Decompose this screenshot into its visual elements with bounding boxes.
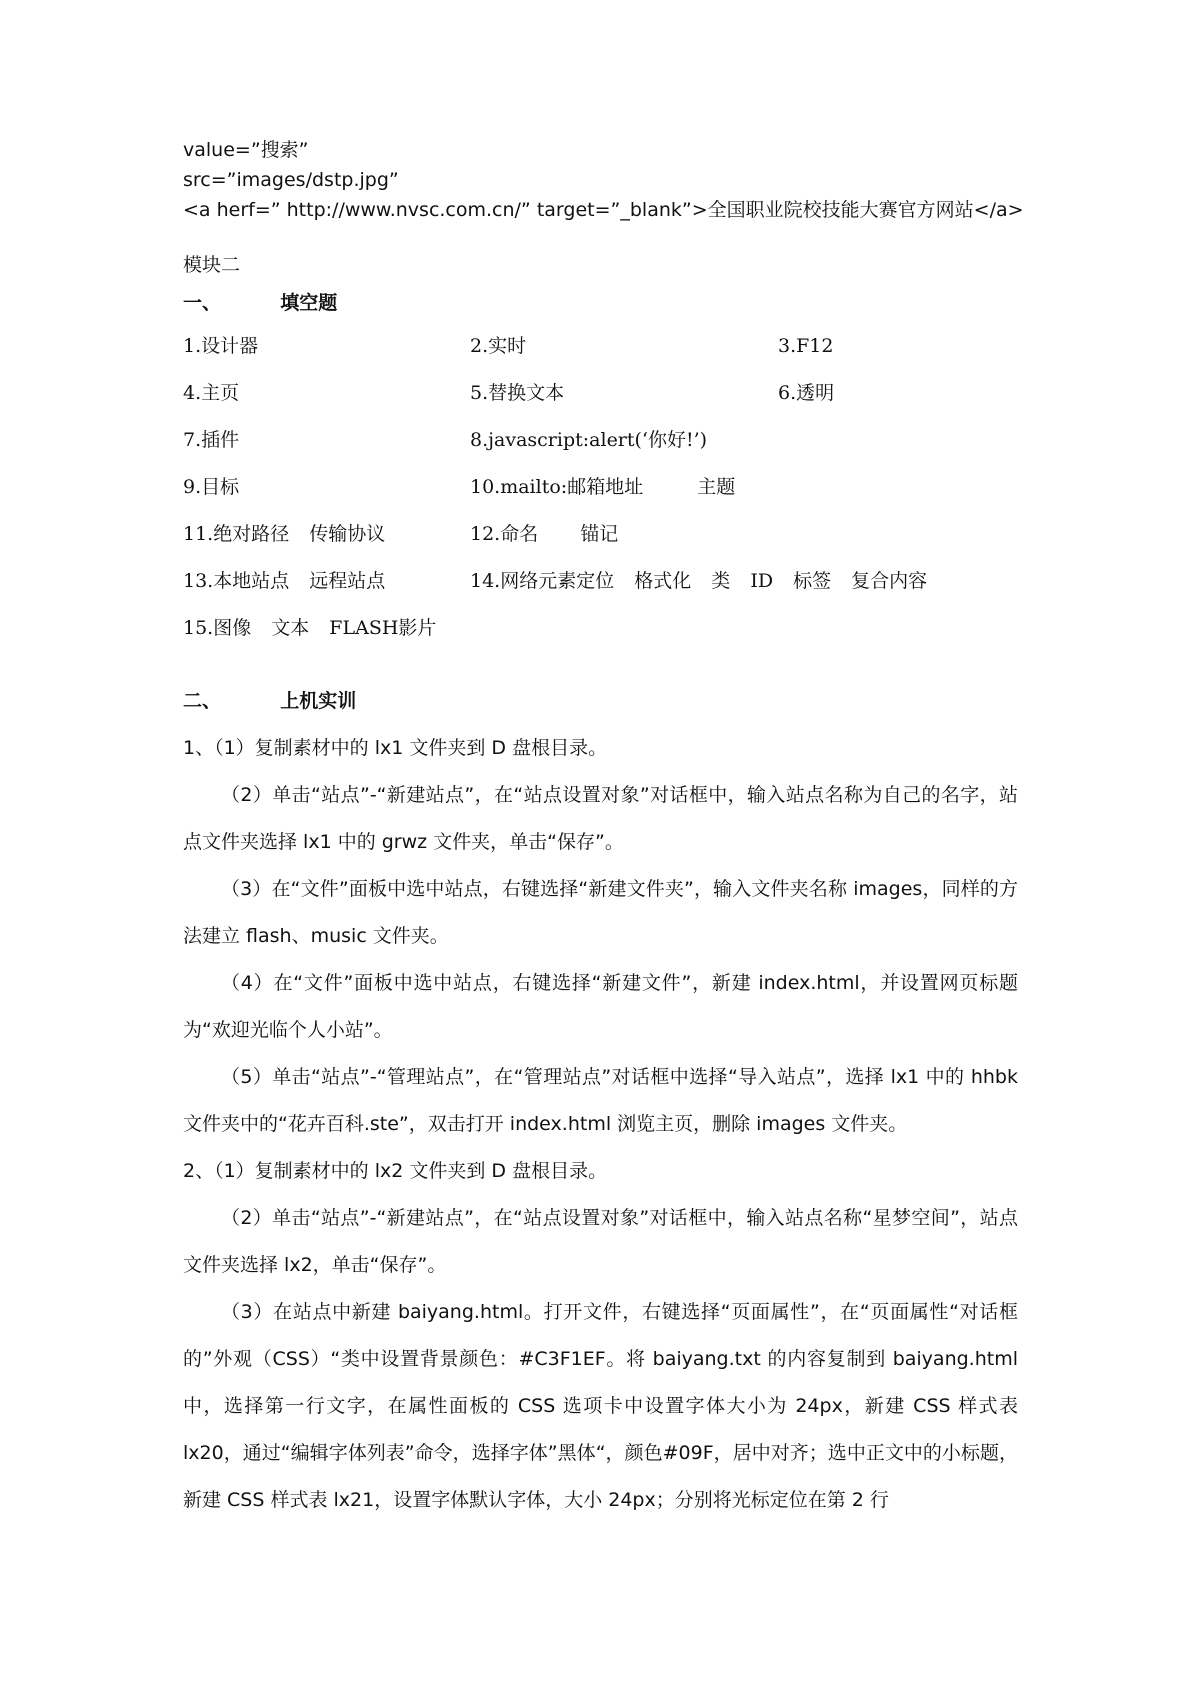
practice-item-1-4: （4）在“文件”面板中选中站点，右键选择“新建文件”，新建 index.html，并设置网页标题为“欢迎光临个人小站”。	[183, 972, 1018, 1041]
code-line-value: value=”搜索”	[183, 139, 309, 161]
answer-cell: 13.本地站点 远程站点	[183, 570, 386, 592]
answer-cell: 15.图像 文本 FLASH影片	[183, 617, 437, 639]
code-line-src: src=”images/dstp.jpg”	[183, 169, 399, 191]
section-number: 一、	[183, 292, 222, 314]
practice-item-2-2: （2）单击“站点”-“新建站点”，在“站点设置对象”对话框中，输入站点名称“星梦空间”，站点文件夹选择 lx2，单击“保存”。	[183, 1207, 1018, 1276]
answer-cell: 1.设计器	[183, 335, 259, 357]
section-number: 二、	[183, 690, 222, 712]
section-heading-practice	[183, 688, 356, 714]
answer-cell: 12.命名 锚记	[470, 523, 619, 545]
answer-cell: 3.F12	[778, 335, 834, 357]
section-title: 填空题	[280, 292, 338, 314]
answer-cell: 7.插件	[183, 429, 240, 451]
answer-cell: 11.绝对路径 传输协议	[183, 523, 386, 545]
practice-item-1-1: 1、（1）复制素材中的 lx1 文件夹到 D 盘根目录。	[183, 737, 608, 759]
answer-cell: 2.实时	[470, 335, 527, 357]
answer-cell: 14.网络元素定位 格式化 类 ID 标签 复合内容	[470, 570, 928, 592]
answer-cell: 6.透明	[778, 382, 835, 404]
answer-cell: 4.主页	[183, 382, 240, 404]
section-title: 上机实训	[280, 690, 357, 712]
answer-cell: 8.javascript:alert(‘你好!’)	[470, 429, 708, 451]
module-title: 模块二	[183, 254, 241, 276]
code-line-anchor: <a herf=” http://www.nvsc.com.cn/” target=”_blank”>全国职业院校技能大赛官方网站</a>	[183, 199, 1024, 221]
practice-item-1-2: （2）单击“站点”-“新建站点”，在“站点设置对象”对话框中，输入站点名称为自己的名字，站点文件夹选择 lx1 中的 grwz 文件夹，单击“保存”。	[183, 784, 1018, 853]
answer-cell: 9.目标	[183, 476, 240, 498]
practice-item-1-3: （3）在“文件”面板中选中站点，右键选择“新建文件夹”，输入文件夹名称 images，同样的方法建立 flash、music 文件夹。	[183, 878, 1018, 947]
answer-cell: 5.替换文本	[470, 382, 565, 404]
practice-item-2-3: （3）在站点中新建 baiyang.html。打开文件，右键选择“页面属性”，在“页面属性“对话框的”外观（CSS）“类中设置背景颜色：#C3F1EF。将 baiyang.txt 的内容复制到 baiyang.html 中，选择第一行文字，在属性面板的 CSS 选项卡中设置字体大小为 24px，新建 CSS 样式表 lx20，通过“编辑字体列表”命令，选择字体”黑体“，颜色#09F，居中对齐；选中正文中的小标题，新建 CSS 样式表 lx21，设置字体默认字体，大小 24px；分别将光标定位在第 2 行	[183, 1301, 1018, 1511]
answer-cell: 10.mailto:邮箱地址 主题	[470, 476, 736, 498]
practice-item-2-1: 2、（1）复制素材中的 lx2 文件夹到 D 盘根目录。	[183, 1160, 608, 1182]
practice-item-1-5: （5）单击“站点”-“管理站点”，在“管理站点”对话框中选择“导入站点”，选择 lx1 中的 hhbk 文件夹中的“花卉百科.ste”，双击打开 index.html 浏览主页，删除 images 文件夹。	[183, 1066, 1018, 1135]
section-heading-fill-blank	[183, 290, 337, 316]
